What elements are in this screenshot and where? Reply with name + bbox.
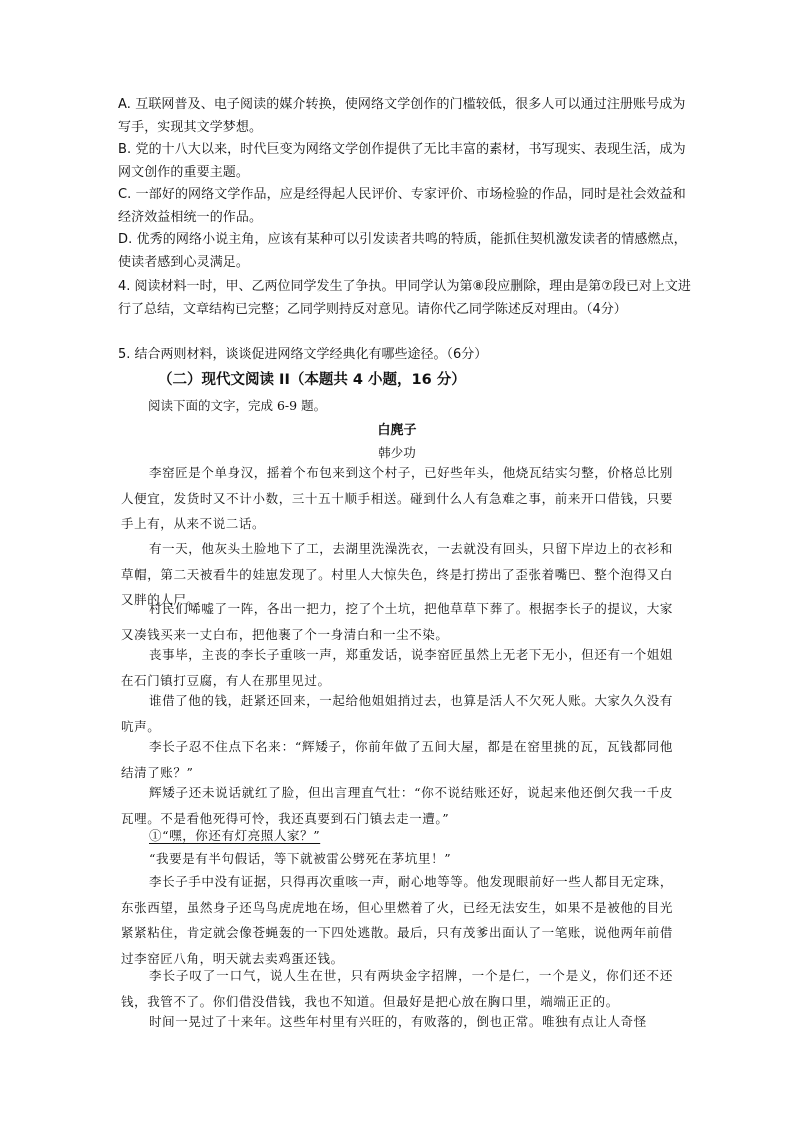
question-4: 4. 阅读材料一时，甲、乙两位同学发生了争执。甲同学认为第⑧段应删除，理由是第⑦段已对上文进行了总结，文章结构已完整；乙同学则持反对意见。请你代乙同学陈述反对理由。（4分） — [118, 279, 691, 317]
story-paragraph: “我要是有半句假话，等下就被雷公劈死在茅坑里！” — [149, 851, 452, 866]
story-paragraph: 时间一晃过了十来年。这些年村里有兴旺的，有败落的，倒也正常。唯独有点让人奇怪 — [149, 1014, 647, 1029]
story-author: 韩少功 — [378, 445, 416, 460]
story-paragraph: 李长子手中没有证据，只得再次重咳一声，耐心地等等。他发现眼前好一些人都目无定珠，东张西望，虽然身子还鸟鸟虎虎地在场，但心里燃着了火，已经无法安生，如果不是被他的目光紧紧粘住，肯定就会像苍蝇轰的一下四处逃散。最后，只有茂爹出面认了一笔账，说他两年前借过李窑匠八角，明天就去卖鸡蛋还钱。 — [121, 874, 674, 966]
option-a: A. 互联网普及、电子阅读的媒介转换，使网络文学创作的门槛较低，很多人可以通过注册账号成为写手，实现其文学梦想。 — [118, 97, 686, 135]
story-paragraph: 有一天，他灰头土脸地下了工，去湖里洗澡洗衣，一去就没有回头，只留下岸边上的衣衫和草帽，第二天被看牛的娃崽发现了。村里人大惊失色，终是打捞出了歪张着嘴巴、整个泡得又白又胖的人尸。 — [121, 541, 674, 607]
question-5: 5. 结合两则材料，谈谈促进网络文学经典化有哪些途径。（6分） — [118, 347, 488, 362]
underlined-text: ①“嘿，你还有灯亮照人家？” — [149, 828, 321, 843]
story-paragraph: 丧事毕，主丧的李长子重咳一声，郑重发话，说李窑匠虽然上无老下无小，但还有一个姐姐在石门镇打豆腐，有人在那里见过。 — [121, 647, 674, 688]
story-paragraph: 李长子忍不住点下名来：“辉矮子，你前年做了五间大屋，都是在窑里挑的瓦，瓦钱都同他结清了账？” — [121, 739, 673, 780]
option-d: D. 优秀的网络小说主角，应该有某种可以引发读者共鸣的特质，能抓住契机激发读者的情感燃点，使读者感到心灵满足。 — [118, 232, 687, 270]
reading-instruction: 阅读下面的文字，完成 6-9 题。 — [148, 398, 327, 413]
story-title: 白麂子 — [377, 423, 417, 438]
story-paragraph: 村民们唏嘘了一阵，各出一把力，挖了个土坑，把他草草下葬了。根据李长子的提议，大家又凑钱买来一丈白布，把他裹了个一身清白和一尘不染。 — [121, 601, 674, 642]
story-paragraph: 李窑匠是个单身汉，摇着个布包来到这个村子，已好些年头，他烧瓦结实匀整，价格总比别人便宜，发货时又不计小数，三十五十顺手相送。碰到什么人有急难之事，前来开口借钱，只要手上有，从来不说二话。 — [121, 465, 674, 531]
story-paragraph: 李长子叹了一口气，说人生在世，只有两块金字招牌，一个是仁，一个是义，你们还不还钱，我管不了。你们借没借钱，我也不知道。但最好是把心放在胸口里，端端正正的。 — [121, 968, 673, 1009]
option-c: C. 一部好的网络文学作品，应是经得起人民评价、专家评价、市场检验的作品，同时是社会效益和经济效益相统一的作品。 — [118, 187, 686, 225]
underlined-sentence — [121, 823, 673, 849]
option-b: B. 党的十八大以来，时代巨变为网络文学创作提供了无比丰富的素材，书写现实、表现生活，成为网文创作的重要主题。 — [118, 142, 686, 180]
section-title: （二）现代文阅读 II（本题共 4 小题，16 分） — [158, 372, 466, 388]
story-paragraph: 谁借了他的钱，赶紧还回来，一起给他姐姐捎过去，也算是活人不欠死人账。大家久久没有吭声。 — [121, 693, 674, 734]
story-paragraph: 辉矮子还未说话就红了脸，但出言理直气壮：“你不说结账还好，说起来他还倒欠我一千皮瓦哩。不是看他死得可怜，我还真要到石门镇去走一遭。” — [121, 785, 673, 826]
